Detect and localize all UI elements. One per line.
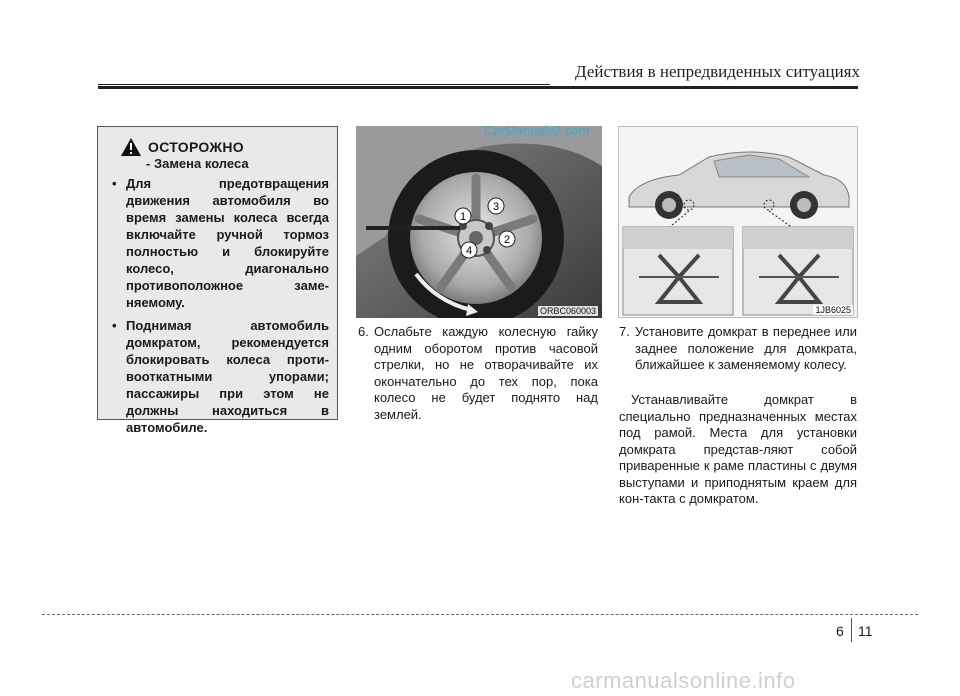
figure-code: ORBC060003 xyxy=(539,306,596,316)
lug-label: 1 xyxy=(459,211,467,223)
wheel-illustration xyxy=(356,126,602,318)
car-jack-figure xyxy=(618,126,858,318)
step-6 xyxy=(358,324,598,423)
warning-header xyxy=(120,137,329,157)
step-7 xyxy=(619,324,857,374)
step-text: Ослабьте каждую колесную гайку одним оборотом против часовой стрелки, но не отворачивайте их окончательно до тех пор, пока колесо не будет поднято над землей. xyxy=(374,324,598,422)
warning-subtitle: - Замена колеса xyxy=(146,156,249,171)
footer-rule xyxy=(42,614,918,615)
warning-box xyxy=(97,126,338,435)
step-7-paragraph: Устанавливайте домкрат в специально предназначенных местах под рамой. Места для установки домкрата представ-ляют собой приваренные к раме пластины с двумя выступами и приподнятым краем для кон-такта с домкратом. xyxy=(619,392,857,506)
warning-list xyxy=(108,175,329,436)
watermark-top: CarManuals2.com xyxy=(484,123,590,138)
running-header: Действия в непредвиденных ситуациях xyxy=(575,62,860,81)
page-divider xyxy=(851,618,852,642)
header-rule xyxy=(98,86,858,89)
warning-item: • Поднимая автомобиль домкратом, рекомендуется блокировать колеса проти-вооткатными упорами; пассажиры при этом не должны находиться в автомобиле. xyxy=(112,318,329,435)
lug-label: 2 xyxy=(503,234,511,246)
warning-item: • Для предотвращения движения автомобиля во время замены колеса всегда включайте ручной тормоз полностью и блокируйте колесо, диагонально противоположное заме-няемому. xyxy=(112,176,329,310)
step-text: Установите домкрат в переднее или заднее положение для домкрата, ближайшее к заменяемому колесу. xyxy=(635,324,857,372)
lug-label: 3 xyxy=(492,201,500,213)
figure-code: 1JB6025 xyxy=(815,305,851,315)
chapter-number: 6 xyxy=(836,623,844,639)
header-rule-thin xyxy=(98,84,550,85)
watermark-bottom: carmanualsonline.info xyxy=(571,668,796,693)
wheel-photo xyxy=(356,126,602,318)
step-number: 6. xyxy=(358,324,369,339)
lug-label: 4 xyxy=(465,245,473,257)
step-number: 7. xyxy=(619,324,630,339)
page-number: 11 xyxy=(858,623,873,639)
car-jack-illustration xyxy=(619,127,857,317)
warning-title: ОСТОРОЖНО xyxy=(148,139,244,155)
warning-triangle-icon xyxy=(120,137,142,157)
